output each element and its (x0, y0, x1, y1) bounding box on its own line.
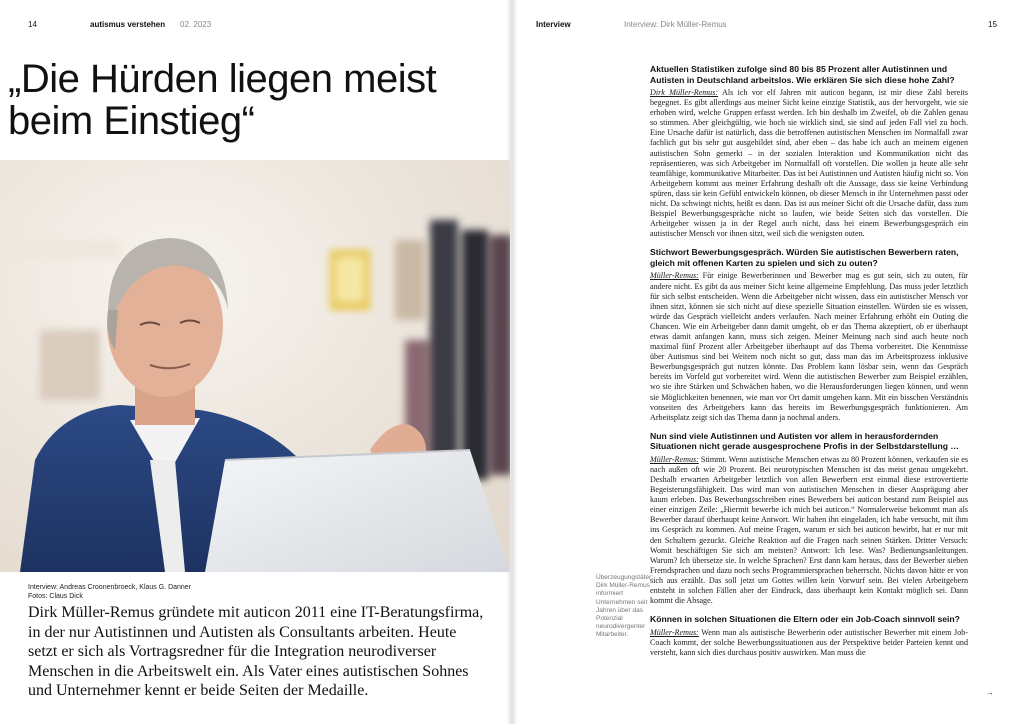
section-label: Interview (536, 20, 571, 29)
magazine-title: autismus verstehen (90, 20, 166, 29)
speaker-label: Müller-Remus: (650, 454, 699, 464)
qa-block (650, 614, 968, 658)
qa-block (650, 247, 968, 422)
question: Aktuellen Statistiken zufolge sind 80 bis 85 Prozent aller Autistinnen und Autisten in Deutschland arbeitslos. Wie erklären Sie sich diese hohe Zahl? (650, 64, 955, 85)
answer (650, 271, 968, 422)
speaker-label: Müller-Remus: (650, 627, 699, 637)
answer-text: Stimmt. Wenn autistische Menschen etwas zu 80 Prozent können, verkaufen sie es nach außen oft wie 20 Prozent. Bei neurotypischen Menschen ist das meist genau umgekehrt. Deshalb erwarten Arbeitgeber letztlich von allen Bewerbern erst einmal diese extrovertierte Begeisterungsfähigkeit. Das wird man von autistischen Menschen in dieser Ausprägung aber kaum erleben. Das Bewerbungsschreiben eines Bewerbers bei auticon bestand zum Beispiel aus einer einzigen Zeile: „Hiermit bewerbe ich mich bei auticon.“ Normalerweise bekommt man als Bewerber darauf überhaupt keine Antwort. Wir haben ihn eingeladen, ich habe versucht, mit ihm ins Gespräch zu kommen. Auf meine Fragen, warum er sich bei auticon bewirbt, hat er nur mit den Schultern gezuckt. Gleiche Reaktion auf die Fragen nach seinen Stärken. Dritter Versuch: Womit beschäftigen Sie sich am meisten? Antwort: Ich lese. Was? Bedienungsanleitungen. Warum? Ich übersetze sie. In welche Sprachen? Erst dann kam heraus, dass der Bewerber sieben Fremdsprachen und dazu noch sechs Programmiersprachen beherrscht. Nichts davon hätte er von sich aus erzählt. Das soll jetzt um Gottes willen kein Vorwurf sein. Bei vielen Arbeitgebern entsteht in solchen Fällen aber der Eindruck, dass überhaupt kein Kontakt möglich sei. Dann kommt die Absage. (650, 454, 968, 606)
lead-paragraph: Dirk Müller-Remus gründete mit auticon 2011 eine IT-Beratungsfirma, in der nur Autistinnen und Autisten als Consultants arbeiten. Heute setzt er sich als Vortragsredner für die Integration neurodiverser Menschen in die Arbeitswelt ein. Als Vater eines autistischen Sohnes und Unternehmer kennt er beide Seiten der Medaille. (28, 604, 484, 699)
answer (650, 628, 968, 658)
portrait-photo (0, 160, 510, 572)
answer-text: Als ich vor elf Jahren mit auticon begann, ist mir diese Zahl bereits begegnet. Es gibt allerdings aus meiner Sicht keine einzige Statistik, aus der hervorgeht, wie sie erhoben wird, welche Gruppen erfasst werden. Ich bin deshalb im Zweifel, ob die Zahlen genau so stimmen. Aber gleichgültig, wie hoch sie wirklich sind, sie sind auf jeden Fall viel zu hoch. Eine Ursache dafür ist natürlich, dass die betroffenen autistischen Menschen im Normalfall zwar fachlich gut bis sehr gut ausgebildet sind, aber eben – das habe ich auch an meinem eigenen autistischen Sohn gemerkt – in der sozialen Interaktion und Kommunikation nicht das repräsentieren, was sich Arbeitgeber im Normalfall oft vorstellen. Die wollen ja heute alle sehr teamfähige, kommunikative Mitarbeiter. Das ist bei Autistinnen und Autisten häufig nicht so. Von Arbeitgebern kommt aus meiner Erfahrung deshalb oft die Aussage, dass sie keine Verbindung spüren, dass sie kein Gefühl entwickeln können, ob dieser Mensch in ihr Unternehmen passt oder nicht. Da schwingt nichts, heißt es dann. Das ist aus meiner Sicht oft die Ursache dafür, dass zum Beispiel Bewerbungsgespräche nicht so laufen, wie beide Seiten sich das vorstellen. Die Arbeitgeber wissen ja in der Regel auch nicht, dass bei einem Bewerbungsgespräch ein autistischer Mensch vor ihnen sitzt, weil sich die wenigsten outen. (650, 88, 968, 239)
headline: „Die Hürden liegen meist beim Einstieg“ (8, 57, 437, 143)
page-number-right: 15 (988, 20, 997, 29)
page-number-left: 14 (28, 20, 37, 29)
interview-column (650, 64, 968, 666)
continue-arrow-icon: → (986, 688, 994, 697)
speaker-label: Müller-Remus: (650, 271, 699, 281)
subsection-label: Interview: Dirk Müller-Remus (624, 20, 727, 29)
left-page (0, 0, 510, 724)
qa-block (650, 431, 968, 606)
answer-text: Wenn man als autistische Bewerberin oder autistischer Bewerber mit einem Job-Coach kommt, der solche Bewerbungssituationen aus der Perspektive beider Parteien kennt und versteht, kann sich dies durchaus positiv auswirken. Man muss die (650, 627, 968, 657)
qa-block (650, 64, 968, 239)
credits-photos: Fotos: Claus Dick (28, 593, 83, 600)
speaker-label: Dirk Müller-Remus: (650, 88, 719, 97)
answer-text: Für einige Bewerberinnen und Bewerber mag es gut sein, sich zu outen, für andere nicht. Es gibt da aus meiner Sicht keine allgemeine Empfehlung. Das muss jeder letztlich für sich selbst entscheiden. Wenn die Arbeitgeber nicht wissen, dass ein autistischer Mensch vor ihnen sitzt, können sie sich nicht auf diese spezielle Situation einstellen. Würden sie es wissen, würde das Gespräch vielleicht anders verlaufen. Nach meiner Erfahrung erhöht ein Outing die Chancen. Wie ein Arbeitgeber dann damit umgeht, ob er das Thema akzeptiert, ob er überhaupt etwas damit anfangen kann, muss sich zeigen. Meiner Meinung nach sind auch heute noch maximal fünf Prozent aller Arbeitgeber überhaupt auf das Thema vorbereitet. Die Kenntnisse über Autismus sind bei Weitem noch nicht so gut, dass man das im Arbeitsprozess inklusive Bewerbungsgespräch gut nutzen könnte. Das Problem kann lösbar sein, wenn das Gespräch bereits im Vorfeld gut vorbereitet wird. Wenn die autistischen Bewerber zum Beispiel erzählen, wo sie ihre Stärken und Schwächen haben, wo die Herausforderungen liegen können, und wenn sie Möglichkeiten benennen, wie man vor Ort damit umgehen kann. Mit ein bisschen Verständnis vonseiten des Arbeitgebers kann das bereits im Bewerbungsgespräch funktionieren. Am Arbeitsplatz zeigt sich das Thema dann ja nochmal anders. (650, 271, 968, 422)
question: Stichwort Bewerbungsgespräch. Würden Sie autistischen Bewerbern raten, gleich mit offenen Karten zu spielen und sich zu outen? (650, 247, 959, 268)
photo-caption: Überzeugungstäter: Dirk Müller-Remus informiert Unternehmen seit Jahren über das Potenzial neurodivergenter Mitarbeiter. (596, 574, 654, 639)
answer (650, 455, 968, 606)
issue-label: 02. 2023 (180, 20, 212, 29)
question: Können in solchen Situationen die Eltern oder ein Job-Coach sinnvoll sein? (650, 614, 960, 625)
photo-credits (28, 583, 191, 601)
answer (650, 88, 968, 239)
question: Nun sind viele Autistinnen und Autisten vor allem in herausfordernden Situationen nicht gerade ausgesprochene Profis in der Selbstdarstellung … (650, 430, 959, 452)
credits-interview: Interview: Andreas Croonenbroeck, Klaus G. Danner (28, 584, 192, 591)
